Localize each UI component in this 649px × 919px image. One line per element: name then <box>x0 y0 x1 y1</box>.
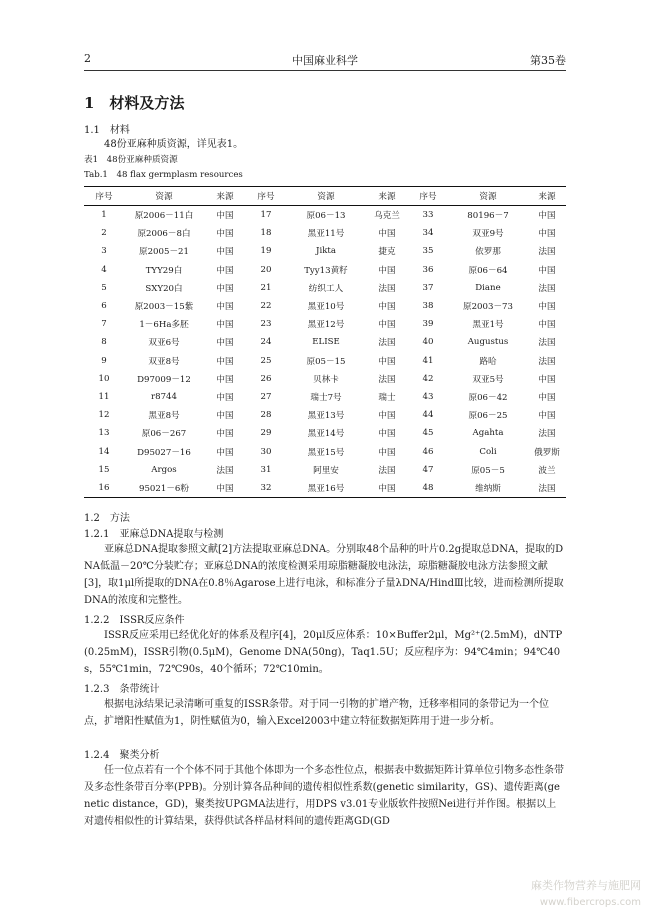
table-cell: 原05－15 <box>306 356 346 367</box>
table-cell: 原06－25 <box>468 411 508 422</box>
section-1-2-4-heading: 1.2.4 聚类分析 <box>84 750 160 761</box>
table-cell: SXY20白 <box>145 283 183 294</box>
page-header <box>84 52 566 71</box>
table-header-cell: 资源 <box>124 187 204 206</box>
table-cell: 27 <box>260 391 272 402</box>
table-cell: 32 <box>246 479 286 498</box>
table-row <box>84 370 566 388</box>
table-row <box>84 261 566 279</box>
table-cell: 黑亚14号 <box>307 429 345 440</box>
table-1 <box>84 186 566 498</box>
table-cell: 法国 <box>378 283 396 294</box>
table-cell: r8744 <box>151 391 177 402</box>
table-cell: 双亚9号 <box>472 229 504 240</box>
table-cell: 维纳斯 <box>448 479 528 498</box>
table-header-row <box>84 187 566 206</box>
table-cell: 黑亚11号 <box>307 229 345 240</box>
table-cell: 双亚5号 <box>472 374 504 385</box>
section-1-title: 1 材料及方法 <box>84 94 185 112</box>
table-cell: 中国 <box>216 356 234 367</box>
table-cell: 中国 <box>216 429 234 440</box>
table-cell: 21 <box>260 282 272 293</box>
section-1-2-3-heading: 1.2.3 条带统计 <box>84 684 160 695</box>
table-cell: Augustus <box>467 337 509 348</box>
table-cell: 波兰 <box>538 465 556 476</box>
table-cell: 26 <box>260 373 272 384</box>
table-cell: 23 <box>260 319 272 330</box>
table-cell: 中国 <box>216 320 234 331</box>
section-1-2-heading: 1.2 方法 <box>84 513 130 524</box>
table-cell: 原06－13 <box>306 211 346 222</box>
table-cell: 法国 <box>528 479 566 498</box>
table-cell: 46 <box>422 446 434 457</box>
section-1-2-1-heading: 1.2.1 亚麻总DNA提取与检测 <box>84 529 224 540</box>
section-1-2-4-text: 任一位点若有一个个体不同于其他个体即为一个多态性位点，根据表中数据矩阵计算单位引物多态性条带及多态性条带百分率(PPB)。分别计算各品种间的遗传相似性系数(genetic similarity，GS)、遗传距离(genetic distance，GD)，聚类按UPGMA法进行，用DPS v3.01专业版软件按照Nei进行并作图。根据以上对遗传相似性的计算结果，获得供试各样品材料间的遗传距离GD(GD <box>84 765 564 827</box>
table-row <box>84 479 566 498</box>
table-cell: 41 <box>422 355 434 366</box>
table-cell: 双亚8号 <box>148 356 180 367</box>
table-cell: 原05－5 <box>471 465 505 476</box>
table-cell: 中国 <box>538 211 556 222</box>
section-1-1-text: 48份亚麻种质资源，详见表1。 <box>104 139 244 150</box>
page-number: 2 <box>84 52 91 65</box>
table-cell: Tyy13黄籽 <box>304 265 348 276</box>
table-cell: 中国 <box>378 447 396 458</box>
volume-label: 第35卷 <box>530 54 566 67</box>
table-cell: 34 <box>422 228 434 239</box>
table-row <box>84 442 566 460</box>
watermark-text: 麻类作物营养与施肥网 <box>531 879 641 892</box>
table-cell: 法国 <box>538 247 556 258</box>
table-cell: 1－6Ha多胚 <box>139 320 189 331</box>
table-cell: 俄罗斯 <box>534 447 560 458</box>
table-cell: 95021－6粉 <box>124 479 204 498</box>
table-cell: 原2006－8白 <box>137 229 191 240</box>
table-cell: 原06－267 <box>141 429 187 440</box>
table-cell: 黑亚13号 <box>307 411 345 422</box>
table-cell: Agahta <box>472 428 504 439</box>
table-cell: 47 <box>422 464 434 475</box>
table-cell: 8 <box>101 337 107 348</box>
table-cell: 29 <box>260 428 272 439</box>
table-cell: 中国 <box>378 320 396 331</box>
table-row <box>84 297 566 315</box>
table-cell: 双亚6号 <box>148 338 180 349</box>
section-1-2-1-text: 亚麻总DNA提取参照文献[2]方法提取亚麻总DNA。分别取48个品种的叶片0.2g提取总DNA，提取的DNA低温－20℃分装贮存；亚麻总DNA的浓度检测采用琼脂糖凝胶电泳法，琼脂糖凝胶电泳方法参照文献[3]，取1μl所提取的DNA在0.8％Agarose上进行电泳，和标准分子量λDNA/HindⅢ比较，进而检测所提取DNA的浓度和完整性。 <box>84 544 564 606</box>
table-cell: 43 <box>422 391 434 402</box>
table-cell: 中国 <box>378 302 396 313</box>
journal-title: 中国麻业科学 <box>292 54 358 67</box>
table-cell: 捷克 <box>378 247 396 258</box>
table-cell: 法国 <box>378 465 396 476</box>
table-header-cell: 序号 <box>84 187 124 206</box>
table-cell: 33 <box>422 210 434 221</box>
table-cell: 中国 <box>216 283 234 294</box>
table-cell: 19 <box>260 246 272 257</box>
table-header-cell: 来源 <box>204 187 246 206</box>
table-cell: Argos <box>151 464 177 475</box>
table-cell: D97009－12 <box>137 374 191 385</box>
table-cell: 依罗那 <box>475 247 501 258</box>
table-cell: 37 <box>422 282 434 293</box>
table-cell: 原2003－15紫 <box>134 302 194 313</box>
table-cell: 42 <box>422 373 434 384</box>
watermark-url: www.fibercrops.com <box>539 897 641 908</box>
table-cell: 中国 <box>216 229 234 240</box>
table-cell: 18 <box>260 228 272 239</box>
table-row <box>84 242 566 260</box>
table-cell: 瑞士7号 <box>310 392 342 403</box>
table-cell: 中国 <box>204 479 246 498</box>
table-row <box>84 406 566 424</box>
table-cell: 25 <box>260 355 272 366</box>
table-cell: 黑亚16号 <box>286 479 366 498</box>
table-cell: ELISE <box>312 337 340 348</box>
table-row <box>84 388 566 406</box>
table-cell: 中国 <box>378 265 396 276</box>
table-cell: 11 <box>98 391 110 402</box>
table-cell: 12 <box>98 410 110 421</box>
table-header-cell: 来源 <box>366 187 408 206</box>
table-cell: Jikta <box>316 246 336 257</box>
table-cell: 24 <box>260 337 272 348</box>
table-1-caption-cn: 表1 48份亚麻种质资源 <box>84 155 178 165</box>
table-cell: 38 <box>422 301 434 312</box>
table-cell: 中国 <box>378 429 396 440</box>
table-1-caption-en: Tab.1 48 flax germplasm resources <box>84 170 243 180</box>
table-cell: 黑亚12号 <box>307 320 345 331</box>
table-cell: 原06－42 <box>468 392 508 403</box>
table-cell: 中国 <box>216 374 234 385</box>
section-1-1-heading: 1.1 材料 <box>84 125 130 136</box>
table-row <box>84 352 566 370</box>
table-cell: 36 <box>422 264 434 275</box>
table-cell: 法国 <box>378 374 396 385</box>
table-row <box>84 424 566 442</box>
table-cell: 28 <box>260 410 272 421</box>
table-row <box>84 279 566 297</box>
table-cell: 中国 <box>538 392 556 403</box>
table-header-cell: 序号 <box>246 187 286 206</box>
table-cell: 中国 <box>538 320 556 331</box>
table-cell: 35 <box>422 246 434 257</box>
table-cell: 17 <box>260 210 272 221</box>
table-cell: 黑亚10号 <box>307 302 345 313</box>
table-cell: 14 <box>98 446 110 457</box>
table-cell: 48 <box>408 479 448 498</box>
table-cell: 13 <box>98 428 110 439</box>
table-header-cell: 资源 <box>448 187 528 206</box>
table-row <box>84 461 566 479</box>
table-cell: Diane <box>475 282 501 293</box>
table-cell: 纺织工人 <box>308 283 344 294</box>
table-cell: 中国 <box>538 265 556 276</box>
table-cell: 原2006－11白 <box>134 211 194 222</box>
table-cell: 80196－7 <box>467 211 509 222</box>
table-cell: 原2003－73 <box>463 302 513 313</box>
table-cell: 15 <box>98 464 110 475</box>
table-cell: 中国 <box>538 302 556 313</box>
table-cell: 7 <box>101 319 107 330</box>
table-row <box>84 333 566 351</box>
table-cell: 路哈 <box>479 356 497 367</box>
table-cell: 中国 <box>216 265 234 276</box>
table-cell: 中国 <box>538 229 556 240</box>
table-cell: 法国 <box>538 429 556 440</box>
table-cell: 中国 <box>538 374 556 385</box>
table-cell: 原06－64 <box>468 265 508 276</box>
table-header-cell: 序号 <box>408 187 448 206</box>
table-cell: 16 <box>84 479 124 498</box>
section-1-2-2-text: ISSR反应采用已经优化好的体系及程序[4]，20μl反应体系：10×Buffer2μl，Mg²⁺(2.5mM)，dNTP(0.25mM)，ISSR引物(0.5μM)，Genome DNA(50ng)，Taq1.5U；反应程序为：94℃4min；94℃40s，55℃1min，72℃90s，40个循环；72℃10min。 <box>84 630 563 675</box>
table-cell: 20 <box>260 264 272 275</box>
table-cell: 中国 <box>216 392 234 403</box>
table-row <box>84 315 566 333</box>
table-cell: 39 <box>422 319 434 330</box>
table-cell: 中国 <box>216 338 234 349</box>
table-cell: 中国 <box>216 447 234 458</box>
table-cell: 贝林卡 <box>313 374 339 385</box>
table-cell: 阿里安 <box>313 465 339 476</box>
table-cell: 22 <box>260 301 272 312</box>
table-cell: 中国 <box>216 211 234 222</box>
table-cell: 5 <box>101 282 107 293</box>
table-cell: 法国 <box>538 356 556 367</box>
table-cell: 原2005－21 <box>139 247 189 258</box>
table-cell: 法国 <box>538 283 556 294</box>
table-cell: TYY29白 <box>145 265 183 276</box>
table-cell: 44 <box>422 410 434 421</box>
table-cell: 中国 <box>366 479 408 498</box>
table-cell: 黑亚15号 <box>307 447 345 458</box>
table-cell: 2 <box>101 228 107 239</box>
table-cell: 黑亚8号 <box>148 411 180 422</box>
table-cell: D95027－16 <box>137 447 191 458</box>
table-cell: 中国 <box>216 411 234 422</box>
table-cell: 中国 <box>378 229 396 240</box>
table-cell: 40 <box>422 337 434 348</box>
table-cell: 9 <box>101 355 107 366</box>
table-cell: 3 <box>101 246 107 257</box>
section-1-2-3-text: 根据电泳结果记录清晰可重复的ISSR条带。对于同一引物的扩增产物，迁移率相同的条带记为一个位点，扩增阳性赋值为1，阴性赋值为0，输入Excel2003中建立特征数据矩阵用于进一步分析。 <box>84 699 550 727</box>
table-cell: 45 <box>422 428 434 439</box>
table-cell: 中国 <box>216 302 234 313</box>
table-row <box>84 206 566 225</box>
section-1-2-2-heading: 1.2.2 ISSR反应条件 <box>84 615 185 626</box>
table-cell: 乌克兰 <box>374 211 400 222</box>
table-cell: 瑞士 <box>378 392 396 403</box>
table-header-cell: 资源 <box>286 187 366 206</box>
table-cell: 30 <box>260 446 272 457</box>
table-row <box>84 224 566 242</box>
table-cell: 4 <box>101 264 107 275</box>
table-header-cell: 来源 <box>528 187 566 206</box>
table-cell: 中国 <box>378 356 396 367</box>
table-cell: 31 <box>260 464 272 475</box>
table-cell: 中国 <box>378 411 396 422</box>
table-cell: 中国 <box>538 411 556 422</box>
table-cell: 中国 <box>216 247 234 258</box>
table-cell: 6 <box>101 301 107 312</box>
table-cell: 法国 <box>216 465 234 476</box>
table-cell: 黑亚1号 <box>472 320 504 331</box>
table-cell: 法国 <box>378 338 396 349</box>
table-cell: 10 <box>98 373 110 384</box>
table-cell: 1 <box>101 210 107 221</box>
table-cell: Coli <box>479 446 497 457</box>
table-cell: 法国 <box>538 338 556 349</box>
